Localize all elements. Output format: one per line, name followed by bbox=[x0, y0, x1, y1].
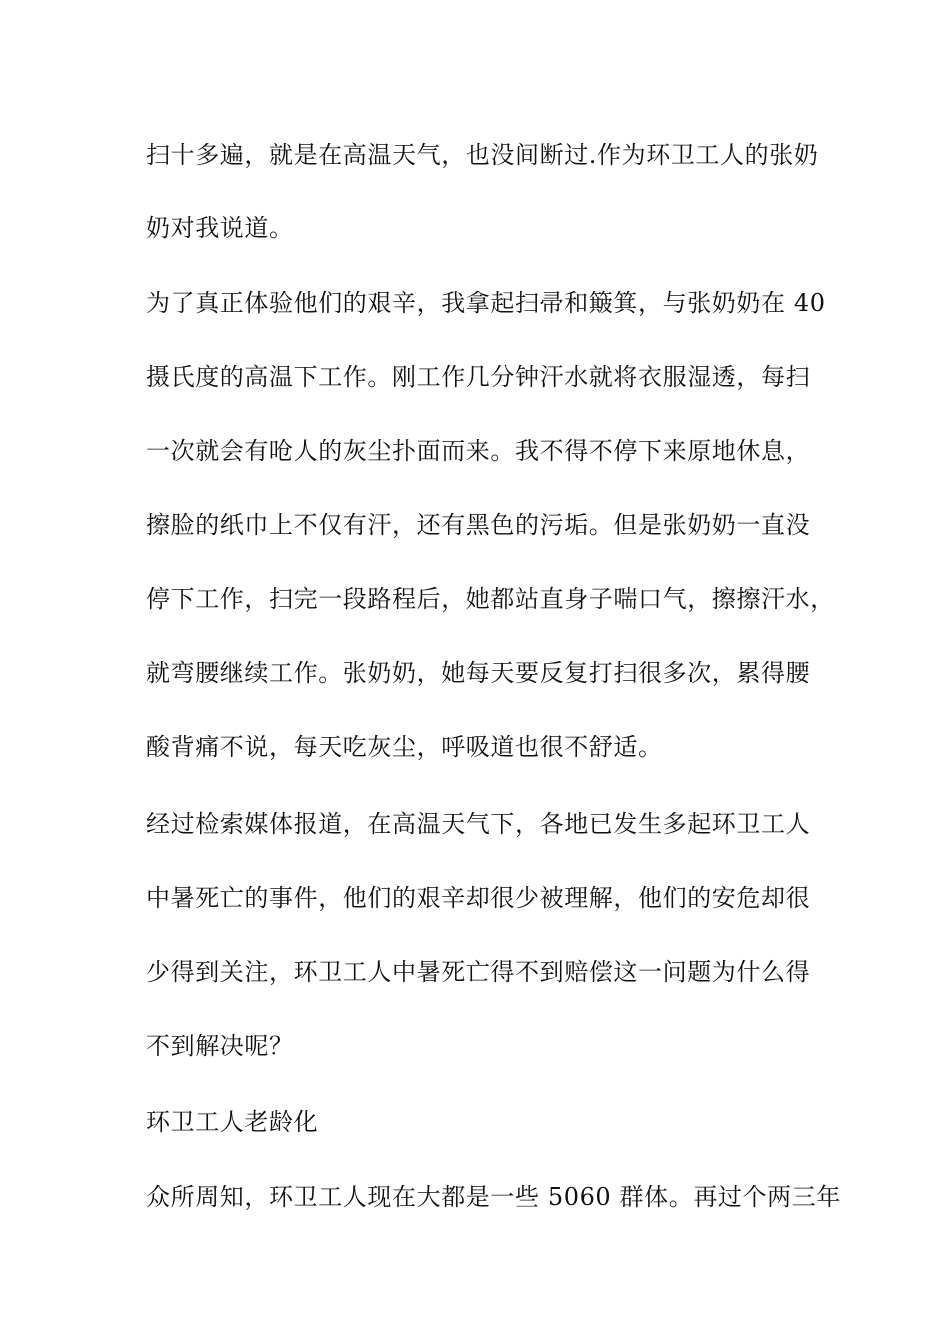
text-line-6: 擦脸的纸巾上不仅有汗，还有黑色的污垢。但是张奶奶一直没 bbox=[146, 511, 811, 539]
text-line-3: 为了真正体验他们的艰辛，我拿起扫帚和簸箕，与张奶奶在 40 bbox=[146, 289, 826, 317]
text-line-9: 酸背痛不说，每天吃灰尘，呼吸道也很不舒适。 bbox=[146, 733, 663, 761]
text-line-13: 不到解决呢？ bbox=[146, 1032, 294, 1060]
text-line-1: 扫十多遍，就是在高温天气，也没间断过.作为环卫工人的张奶 bbox=[146, 141, 819, 169]
text-line-12: 少得到关注，环卫工人中暑死亡得不到赔偿这一问题为什么得 bbox=[146, 958, 811, 986]
text-line-7: 停下工作，扫完一段路程后，她都站直身子喘口气，擦擦汗水， bbox=[146, 585, 835, 613]
text-line-15: 众所周知，环卫工人现在大都是一些 5060 群体。再过个两三年 bbox=[146, 1183, 841, 1211]
text-line-8: 就弯腰继续工作。张奶奶，她每天要反复打扫很多次，累得腰 bbox=[146, 659, 811, 687]
text-line-10: 经过检索媒体报道，在高温天气下，各地已发生多起环卫工人 bbox=[146, 810, 811, 838]
text-line-2: 奶对我说道。 bbox=[146, 214, 294, 242]
text-line-11: 中暑死亡的事件，他们的艰辛却很少被理解，他们的安危却很 bbox=[146, 884, 811, 912]
text-line-5: 一次就会有呛人的灰尘扑面而来。我不得不停下来原地休息， bbox=[146, 437, 811, 465]
text-line-4: 摄氏度的高温下工作。刚工作几分钟汗水就将衣服湿透，每扫 bbox=[146, 363, 811, 391]
section-heading: 环卫工人老龄化 bbox=[146, 1108, 319, 1136]
